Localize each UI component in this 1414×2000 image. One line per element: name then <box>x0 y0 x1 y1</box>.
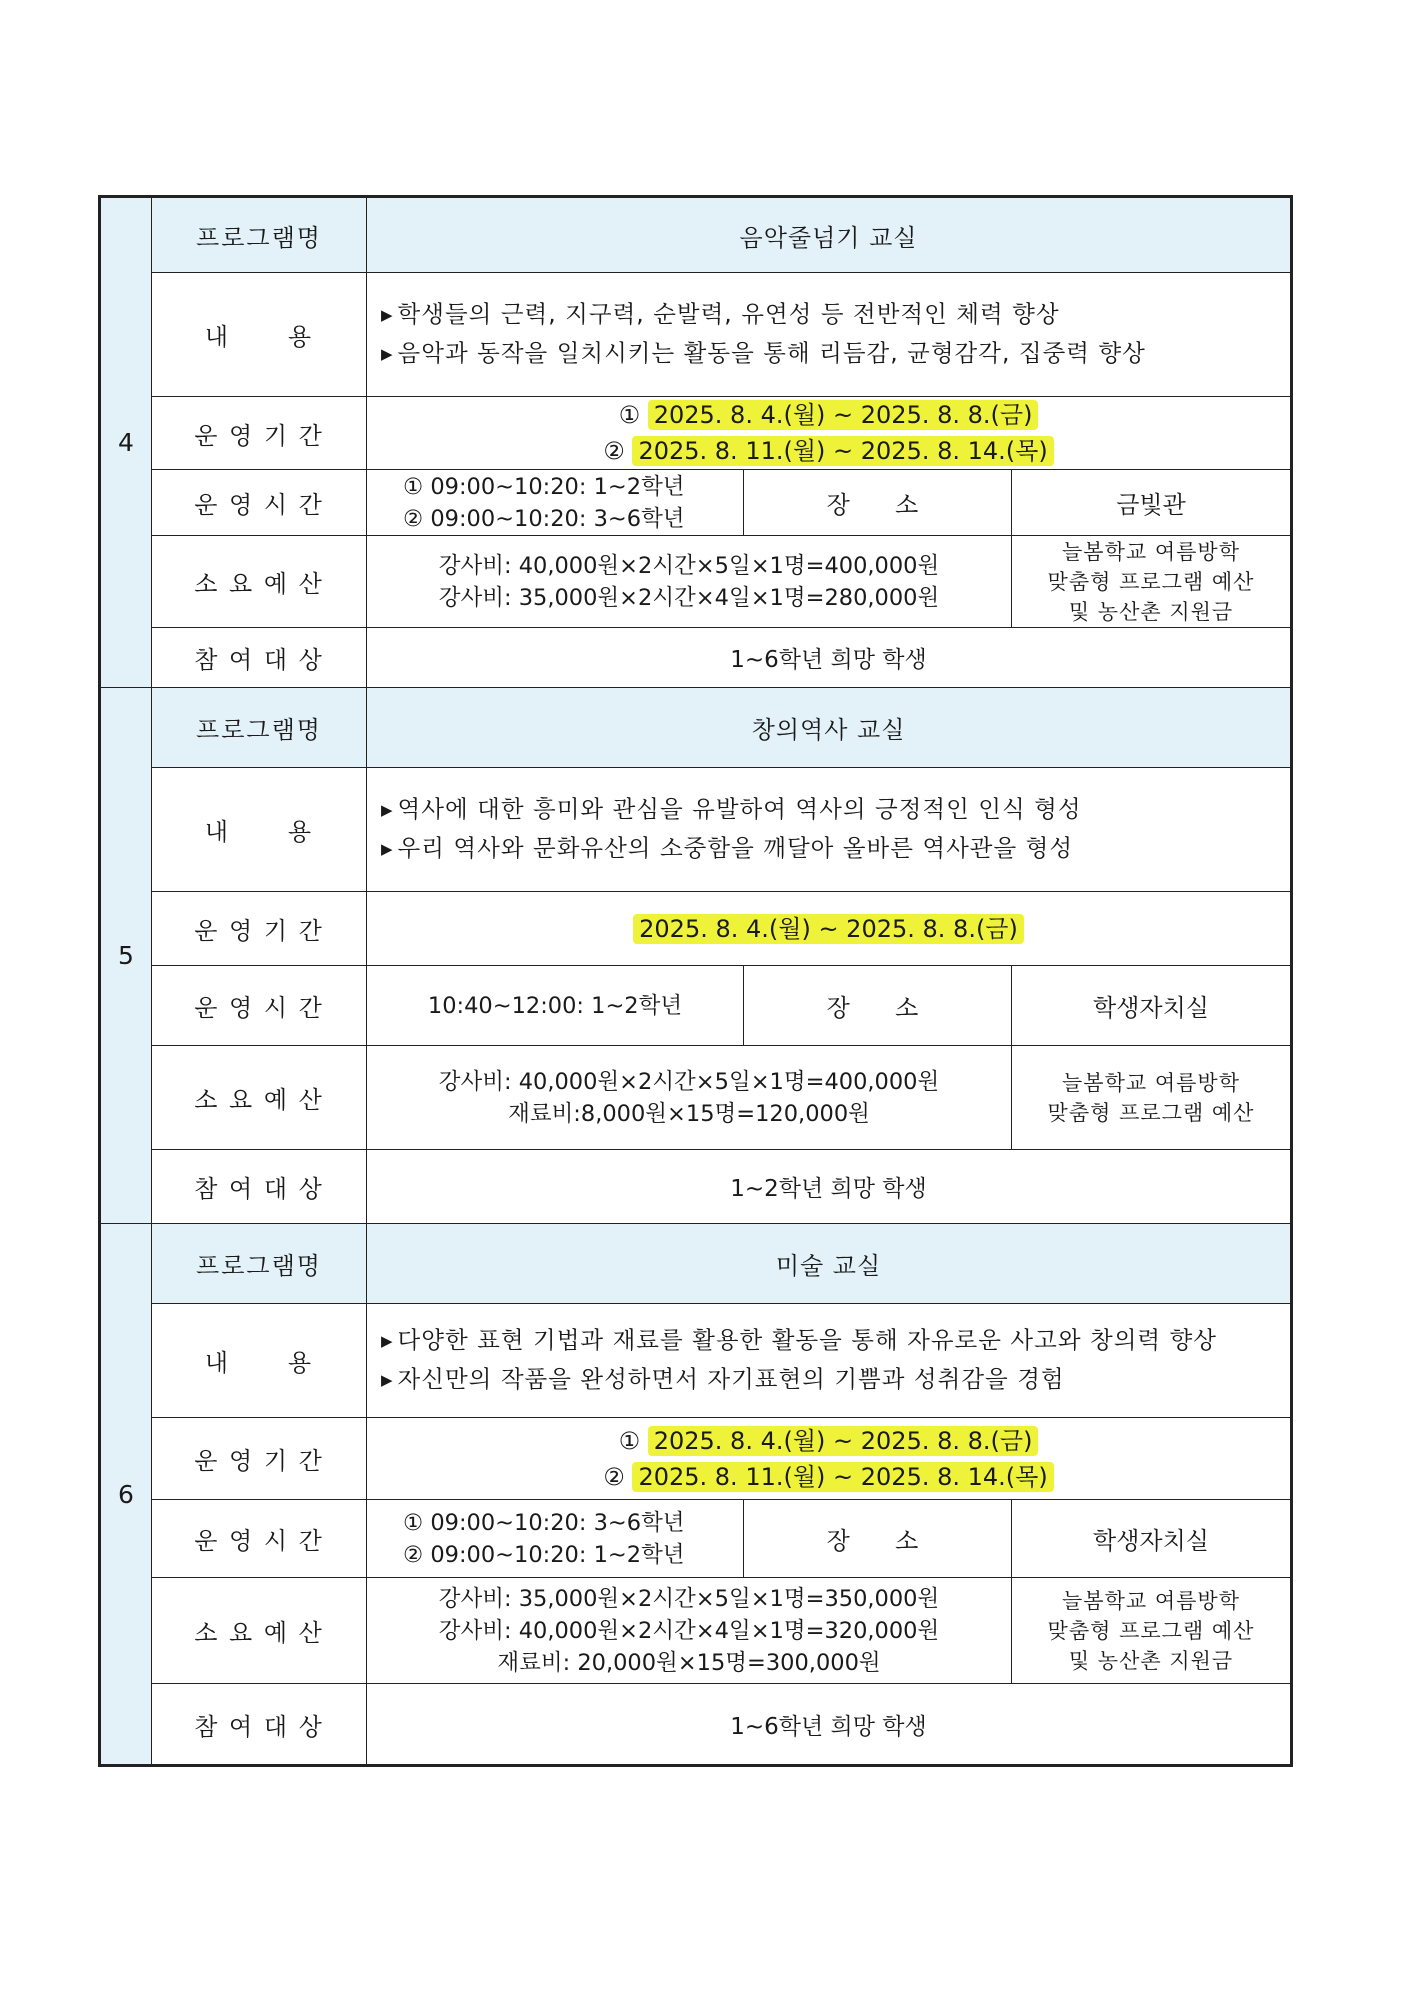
place-label: 장 소 <box>744 1500 1012 1578</box>
program-fund-source <box>1012 1578 1292 1684</box>
bullet-triangle-icon: ▶ <box>381 305 394 324</box>
period-mark: ① <box>618 1426 641 1455</box>
program-target: 1~6학년 희망 학생 <box>367 628 1292 688</box>
fund-line: 및 농산촌 지원금 <box>1068 599 1234 624</box>
time-line: 10:40~12:00: 1~2학년 <box>427 992 683 1019</box>
period-label: 운 영 기 간 <box>152 1418 367 1500</box>
content-text: 다양한 표현 기법과 재료를 활용한 활동을 통해 자유로운 사고와 창의력 향상 <box>397 1325 1217 1354</box>
period-label: 운 영 기 간 <box>152 892 367 966</box>
program-time <box>367 1500 744 1578</box>
period-line <box>367 397 1290 433</box>
period-line <box>367 911 1290 947</box>
program-period <box>367 1418 1292 1500</box>
program-table <box>98 195 1293 1767</box>
program-name-label: 프로그램명 <box>152 1224 367 1304</box>
time-line: ② 09:00~10:20: 3~6학년 <box>403 505 685 532</box>
period-dates-highlighted: 2025. 8. 4.(월) ~ 2025. 8. 8.(금) <box>648 400 1039 430</box>
content-text: 우리 역사와 문화유산의 소중함을 깨달아 올바른 역사관을 형성 <box>397 833 1074 862</box>
fund-line: 늘봄학교 여름방학 <box>1062 539 1240 564</box>
budget-line: 강사비: 40,000원×2시간×5일×1명=400,000원 <box>438 552 940 579</box>
bullet-triangle-icon: ▶ <box>381 344 394 363</box>
content-item <box>381 1322 1290 1361</box>
program-name: 미술 교실 <box>367 1224 1292 1304</box>
content-text: 음악과 동작을 일치시키는 활동을 통해 리듬감, 균형감각, 집중력 향상 <box>397 338 1146 367</box>
content-label: 내 용 <box>152 1304 367 1418</box>
program-number: 4 <box>100 197 152 688</box>
time-label: 운 영 시 간 <box>152 470 367 536</box>
content-item <box>381 830 1290 869</box>
program-target: 1~6학년 희망 학생 <box>367 1684 1292 1766</box>
time-label: 운 영 시 간 <box>152 1500 367 1578</box>
time-line: ② 09:00~10:20: 1~2학년 <box>403 1541 685 1568</box>
budget-label: 소 요 예 산 <box>152 1046 367 1150</box>
program-name-label: 프로그램명 <box>152 688 367 768</box>
program-period <box>367 892 1292 966</box>
target-label: 참 여 대 상 <box>152 628 367 688</box>
fund-line: 및 농산촌 지원금 <box>1068 1648 1234 1673</box>
time-line: ① 09:00~10:20: 1~2학년 <box>403 473 685 500</box>
program-place: 학생자치실 <box>1012 1500 1292 1578</box>
time-line: ① 09:00~10:20: 3~6학년 <box>403 1509 685 1536</box>
fund-line: 늘봄학교 여름방학 <box>1062 1070 1240 1095</box>
budget-line: 강사비: 40,000원×2시간×4일×1명=320,000원 <box>438 1617 940 1644</box>
target-label: 참 여 대 상 <box>152 1684 367 1766</box>
content-text: 자신만의 작품을 완성하면서 자기표현의 기쁨과 성취감을 경험 <box>397 1364 1065 1393</box>
period-line <box>367 433 1290 469</box>
place-label: 장 소 <box>744 470 1012 536</box>
target-label: 참 여 대 상 <box>152 1150 367 1224</box>
program-content <box>367 768 1292 892</box>
period-dates-highlighted: 2025. 8. 11.(월) ~ 2025. 8. 14.(목) <box>632 436 1053 466</box>
period-mark: ② <box>603 1462 625 1491</box>
budget-line: 재료비:8,000원×15명=120,000원 <box>508 1100 870 1127</box>
program-time <box>367 966 744 1046</box>
bullet-triangle-icon: ▶ <box>381 800 394 819</box>
fund-line: 맞춤형 프로그램 예산 <box>1047 1100 1255 1125</box>
period-label: 운 영 기 간 <box>152 397 367 470</box>
program-period <box>367 397 1292 470</box>
period-mark: ① <box>618 401 641 429</box>
bullet-triangle-icon: ▶ <box>381 1370 394 1389</box>
program-content <box>367 1304 1292 1418</box>
program-content <box>367 273 1292 397</box>
content-item <box>381 791 1290 830</box>
program-budget <box>367 536 1012 628</box>
content-text: 역사에 대한 흥미와 관심을 유발하여 역사의 긍정적인 인식 형성 <box>397 794 1082 823</box>
budget-line: 재료비: 20,000원×15명=300,000원 <box>497 1649 881 1676</box>
program-budget <box>367 1046 1012 1150</box>
program-fund-source <box>1012 1046 1292 1150</box>
program-number: 6 <box>100 1224 152 1766</box>
content-label: 내 용 <box>152 768 367 892</box>
program-name-label: 프로그램명 <box>152 197 367 273</box>
period-dates-highlighted: 2025. 8. 11.(월) ~ 2025. 8. 14.(목) <box>632 1462 1053 1492</box>
program-number: 5 <box>100 688 152 1224</box>
fund-line: 늘봄학교 여름방학 <box>1062 1588 1240 1613</box>
program-time <box>367 470 744 536</box>
budget-line: 강사비: 35,000원×2시간×5일×1명=350,000원 <box>438 1585 940 1612</box>
program-place: 금빛관 <box>1012 470 1292 536</box>
program-name: 창의역사 교실 <box>367 688 1292 768</box>
period-dates-highlighted: 2025. 8. 4.(월) ~ 2025. 8. 8.(금) <box>633 914 1024 944</box>
content-text: 학생들의 근력, 지구력, 순발력, 유연성 등 전반적인 체력 향상 <box>397 299 1060 328</box>
fund-line: 맞춤형 프로그램 예산 <box>1047 1618 1255 1643</box>
period-mark: ② <box>603 437 625 465</box>
period-line <box>367 1423 1290 1459</box>
program-target: 1~2학년 희망 학생 <box>367 1150 1292 1224</box>
program-budget <box>367 1578 1012 1684</box>
fund-line: 맞춤형 프로그램 예산 <box>1047 569 1255 594</box>
period-dates-highlighted: 2025. 8. 4.(월) ~ 2025. 8. 8.(금) <box>648 1426 1039 1456</box>
bullet-triangle-icon: ▶ <box>381 839 394 858</box>
program-place: 학생자치실 <box>1012 966 1292 1046</box>
budget-label: 소 요 예 산 <box>152 1578 367 1684</box>
place-label: 장 소 <box>744 966 1012 1046</box>
budget-label: 소 요 예 산 <box>152 536 367 628</box>
budget-line: 강사비: 40,000원×2시간×5일×1명=400,000원 <box>438 1068 940 1095</box>
program-name: 음악줄넘기 교실 <box>367 197 1292 273</box>
content-item <box>381 296 1290 335</box>
content-item <box>381 1361 1290 1400</box>
content-item <box>381 335 1290 374</box>
period-line <box>367 1459 1290 1495</box>
time-label: 운 영 시 간 <box>152 966 367 1046</box>
budget-line: 강사비: 35,000원×2시간×4일×1명=280,000원 <box>438 584 940 611</box>
program-fund-source <box>1012 536 1292 628</box>
bullet-triangle-icon: ▶ <box>381 1331 394 1350</box>
program-table-wrapper <box>98 195 1290 1767</box>
content-label: 내 용 <box>152 273 367 397</box>
